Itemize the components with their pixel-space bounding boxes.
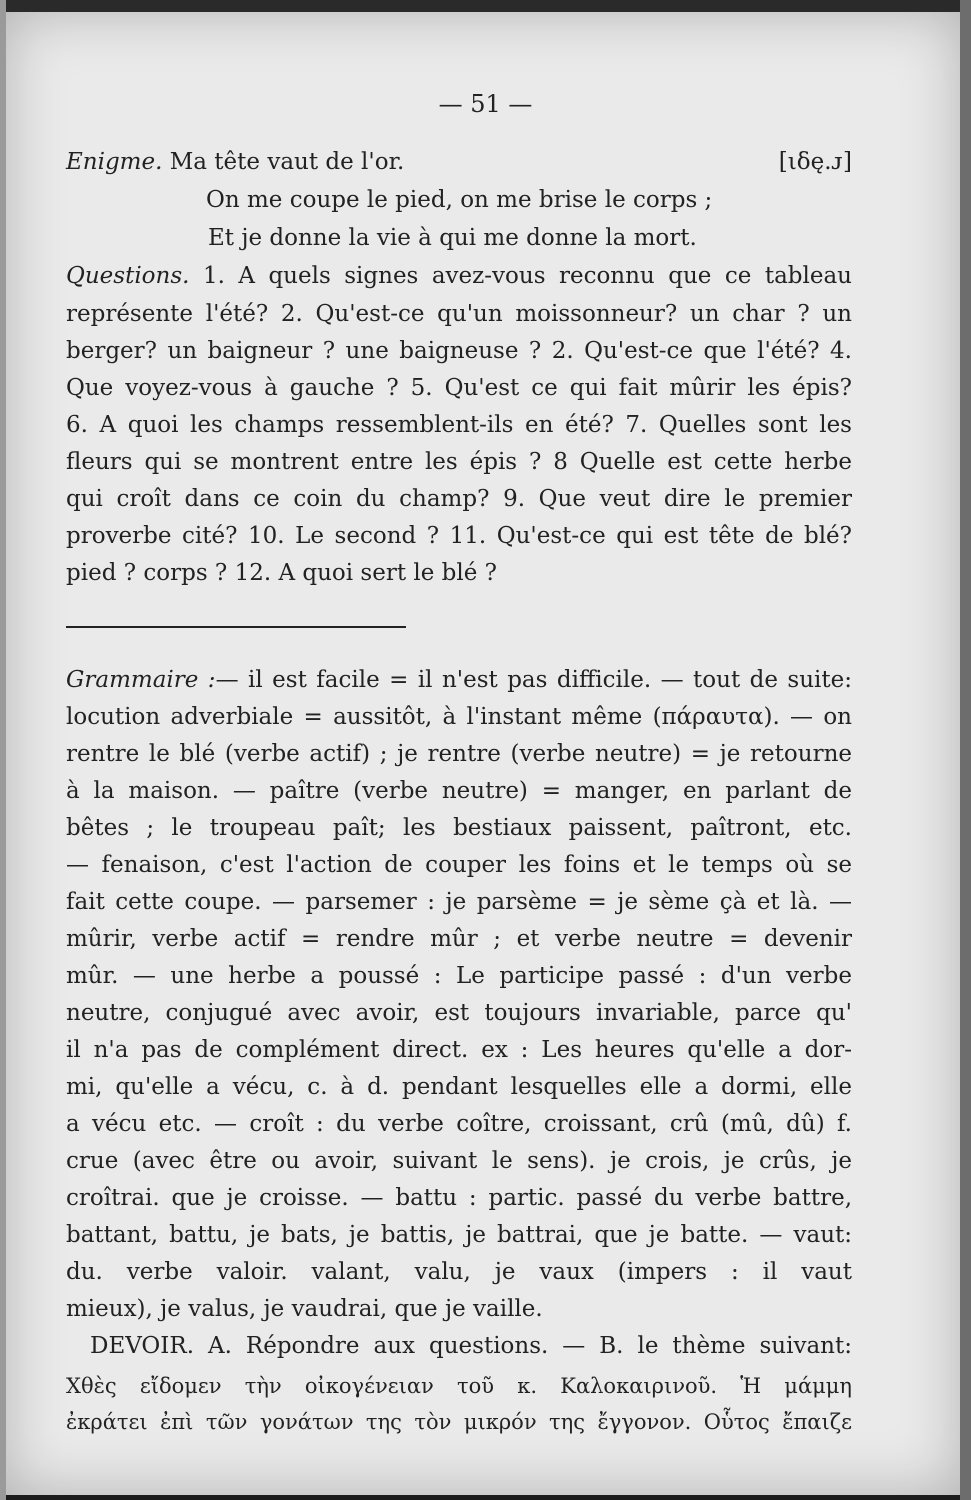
grammaire-line: croîtrai. que je croisse. — battu : partic. passé du verbe battre, xyxy=(66,1185,852,1211)
grammaire-line: bêtes ; le troupeau paît; les bestiaux paissent, paîtront, etc. xyxy=(66,815,852,841)
questions-line: représente l'été? 2. Qu'est-ce qu'un moissonneur? un char ? un xyxy=(66,301,852,327)
devoir-line: DEVOIR. A. Répondre aux questions. — B. le thème suivant: xyxy=(90,1333,852,1359)
questions-line: proverbe cité? 10. Le second ? 11. Qu'est-ce qui est tête de blé? xyxy=(66,523,852,549)
questions-line-1 xyxy=(66,258,852,294)
questions-line: Que voyez-vous à gauche ? 5. Qu'est ce qui fait mûrir les épis? xyxy=(66,375,852,401)
grammaire-line: fait cette coupe. — parsemer : je parsème = je sème çà et là. — xyxy=(66,889,852,915)
enigme-line-3: Et je donne la vie à qui me donne la mort. xyxy=(208,225,697,251)
scan-right-edge xyxy=(960,0,971,1500)
page-number: — 51 — xyxy=(438,90,533,118)
grammaire-line: crue (avec être ou avoir, suivant le sens). je crois, je crûs, je xyxy=(66,1148,852,1174)
questions-label: Questions. xyxy=(66,263,190,289)
grammaire-line: battant, battu, je bats, je battis, je battrai, que je batte. — vaut: xyxy=(66,1222,852,1248)
questions-line: berger? un baigneur ? une baigneuse ? 2. Qu'est-ce que l'été? 4. xyxy=(66,338,852,364)
grammaire-line: a vécu etc. — croît : du verbe coître, croissant, crû (mû, dû) f. xyxy=(66,1111,852,1137)
devoir-greek-line: ἐκράτει ἐπὶ τῶν γονάτων της τὸν μικρόν της ἔγγονον. Οὗτος ἔπαιζε xyxy=(66,1410,852,1434)
scan-top-border xyxy=(0,0,971,12)
grammaire-line: neutre, conjugué avec avoir, est toujours invariable, parce qu' xyxy=(66,1000,852,1026)
enigme-label: Enigme. xyxy=(66,149,163,175)
questions-line: qui croît dans ce coin du champ? 9. Que veut dire le premier xyxy=(66,486,852,512)
grammaire-line: mi, qu'elle a vécu, c. à d. pendant lesquelles elle a dormi, elle xyxy=(66,1074,852,1100)
grammaire-line: mûrir, verbe actif = rendre mûr ; et verbe neutre = devenir xyxy=(66,926,852,952)
grammaire-line: à la maison. — paître (verbe neutre) = manger, en parlant de xyxy=(66,778,852,804)
enigme-answer: [ιδę.ᴊ] xyxy=(778,149,852,175)
grammaire-line: mûr. — une herbe a poussé : Le participe passé : d'un verbe xyxy=(66,963,852,989)
grammaire-line: du. verbe valoir. valant, valu, je vaux (impers : il vaut xyxy=(66,1259,852,1285)
grammaire-line: locution adverbiale = aussitôt, à l'instant même (πάραυτα). — on xyxy=(66,704,852,730)
grammaire-line-1 xyxy=(66,662,852,698)
grammaire-line: mieux), je valus, je vaudrai, que je vaille. xyxy=(66,1296,543,1322)
grammaire-line: rentre le blé (verbe actif) ; je rentre (verbe neutre) = je retourne xyxy=(66,741,852,767)
grammaire-text-1: — il est facile = il n'est pas difficile. — tout de suite: xyxy=(215,667,852,693)
questions-line: 6. A quoi les champs ressemblent-ils en été? 7. Quelles sont les xyxy=(66,412,852,438)
devoir-greek-line: Χθὲς εἴδομεν τὴν οἰκογένειαν τοῦ κ. Καλοκαιρινοῦ. Ἡ μάμμη xyxy=(66,1374,852,1398)
questions-line: fleurs qui se montrent entre les épis ? 8 Quelle est cette herbe xyxy=(66,449,852,475)
questions-text-1: 1. A quels signes avez-vous reconnu que ce tableau xyxy=(202,263,852,289)
enigme-text-1: Ma tête vaut de l'or. xyxy=(169,149,405,175)
questions-line: pied ? corps ? 12. A quoi sert le blé ? xyxy=(66,560,498,586)
grammaire-label: Grammaire : xyxy=(66,667,216,693)
grammaire-line: il n'a pas de complément direct. ex : Les heures qu'elle a dor- xyxy=(66,1037,852,1063)
enigme-line-1 xyxy=(66,144,852,180)
scan-left-edge xyxy=(0,0,6,1500)
grammaire-line: — fenaison, c'est l'action de couper les foins et le temps où se xyxy=(66,852,852,878)
section-divider xyxy=(66,626,406,628)
enigme-line-2: On me coupe le pied, on me brise le corps ; xyxy=(206,187,713,213)
